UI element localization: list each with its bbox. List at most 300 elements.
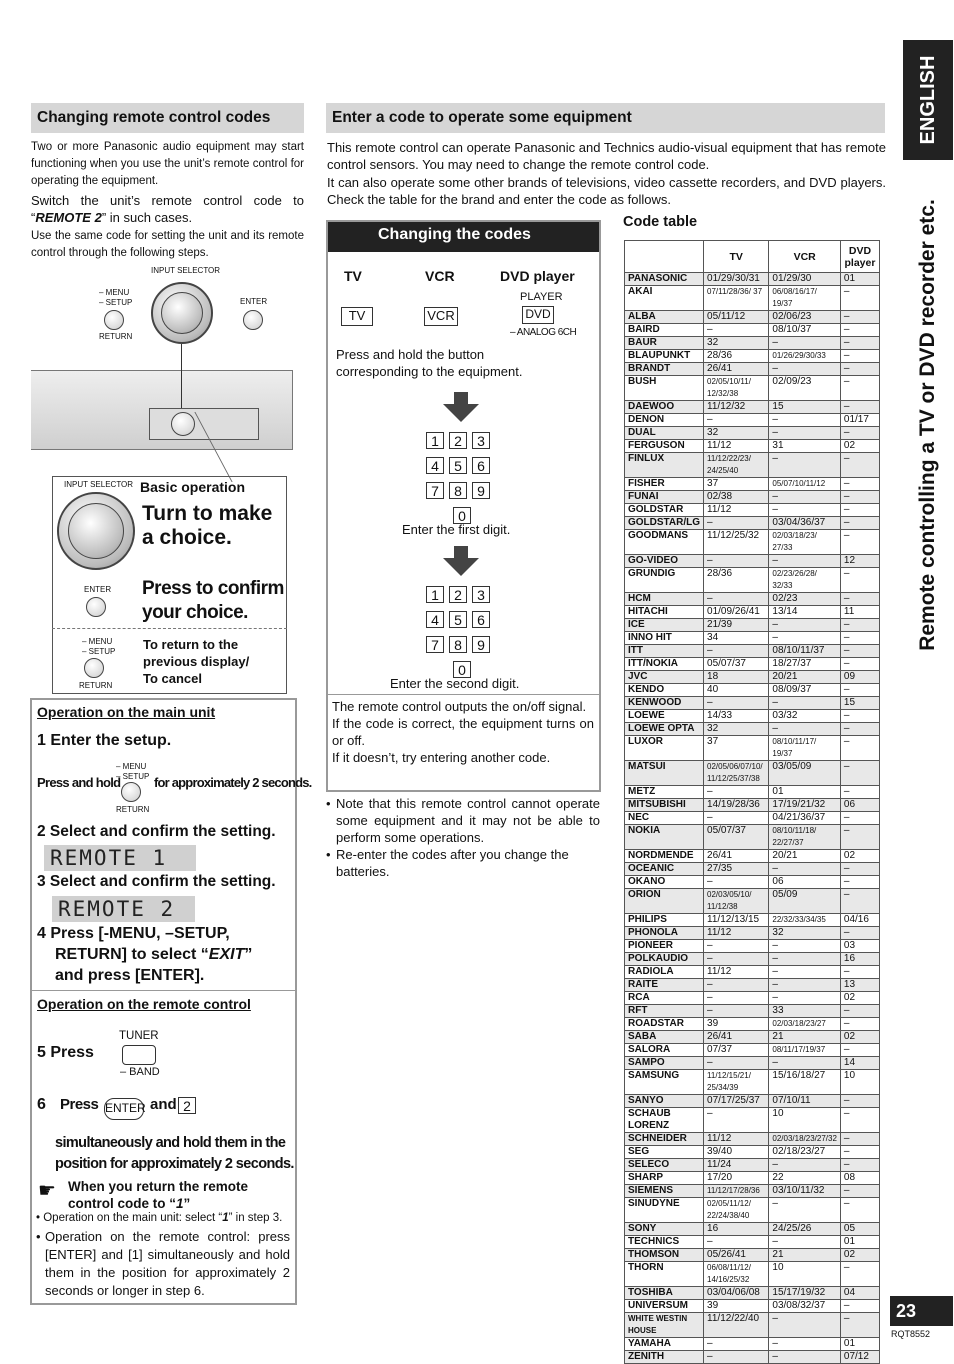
key-8[interactable]: 8 bbox=[449, 482, 467, 499]
code-cell: 02/05/10/11/ 12/32/38 bbox=[704, 376, 769, 401]
code-cell: 01 bbox=[769, 786, 841, 799]
brand-cell: SCHAUB LORENZ bbox=[625, 1108, 704, 1133]
code-cell: – bbox=[704, 517, 769, 530]
table-row bbox=[625, 350, 880, 363]
table-row bbox=[625, 825, 880, 850]
code-cell: 02/05/11/12/ 22/24/38/40 bbox=[704, 1198, 769, 1223]
code-table bbox=[624, 240, 880, 1364]
key-6[interactable]: 6 bbox=[472, 611, 490, 628]
code-cell: 08/11/17/19/37 bbox=[769, 1044, 841, 1057]
code-cell: – bbox=[704, 1005, 769, 1018]
enter-button[interactable] bbox=[243, 310, 263, 330]
remote-header: Operation on the remote control bbox=[37, 996, 251, 1012]
code-cell: 08/10/11/17/ 19/37 bbox=[769, 736, 841, 761]
basic-menu-button[interactable] bbox=[84, 658, 104, 678]
code-cell: 05/11/12 bbox=[704, 311, 769, 324]
code-cell: – bbox=[769, 979, 841, 992]
code-cell: 17/19/21/32 bbox=[769, 799, 841, 812]
key-3[interactable]: 3 bbox=[472, 432, 490, 449]
code-cell: – bbox=[769, 1338, 841, 1351]
code-cell: – bbox=[840, 1159, 879, 1172]
brand-cell: BAIRD bbox=[625, 324, 704, 337]
brand-cell: METZ bbox=[625, 786, 704, 799]
brand-cell: SAMPO bbox=[625, 1057, 704, 1070]
code-cell: 09 bbox=[840, 671, 879, 684]
key-4[interactable]: 4 bbox=[426, 611, 444, 628]
code-cell: 20/21 bbox=[769, 850, 841, 863]
code-cell: 05/07/37 bbox=[704, 825, 769, 850]
code-cell: 10 bbox=[769, 1108, 841, 1133]
key-8[interactable]: 8 bbox=[449, 636, 467, 653]
table-row bbox=[625, 1057, 880, 1070]
key-5[interactable]: 5 bbox=[449, 611, 467, 628]
vcr-button[interactable]: VCR bbox=[424, 307, 458, 326]
table-row bbox=[625, 478, 880, 491]
brand-cell: NORDMENDE bbox=[625, 850, 704, 863]
lcd-remote-2: REMOTE 2 bbox=[52, 896, 195, 922]
dvd-button[interactable]: DVD bbox=[522, 306, 554, 324]
code-cell: 11/12 bbox=[704, 927, 769, 940]
brand-cell: RFT bbox=[625, 1005, 704, 1018]
step2: 2 Select and confirm the setting. bbox=[37, 823, 276, 840]
table-row bbox=[625, 363, 880, 376]
code-cell: – bbox=[769, 363, 841, 376]
brand-cell: ICE bbox=[625, 619, 704, 632]
table-row bbox=[625, 658, 880, 671]
table-row bbox=[625, 876, 880, 889]
middle-intro-1: This remote control can operate Panasonic and Technics audio-visual equipment that has remote control sensors. You may need to change the remote control code. bbox=[327, 140, 886, 172]
code-cell: 02 bbox=[840, 850, 879, 863]
code-cell: – bbox=[840, 658, 879, 671]
brand-cell: DUAL bbox=[625, 427, 704, 440]
code-cell: 21 bbox=[769, 1249, 841, 1262]
code-cell: – bbox=[769, 414, 841, 427]
menu-setup-button[interactable] bbox=[104, 310, 124, 330]
code-cell: 33 bbox=[769, 1005, 841, 1018]
code-cell: – bbox=[769, 337, 841, 350]
code-cell: 37 bbox=[704, 478, 769, 491]
table-row bbox=[625, 453, 880, 478]
table-row bbox=[625, 1031, 880, 1044]
middle-section-header: Enter a code to operate some equipment bbox=[326, 103, 885, 133]
code-cell: 01/26/29/30/33 bbox=[769, 350, 841, 363]
code-cell: – bbox=[769, 966, 841, 979]
code-cell: 02/05/06/07/10/ 11/12/25/37/38 bbox=[704, 761, 769, 786]
code-cell: – bbox=[840, 736, 879, 761]
return-instruction: To return to the previous display/ To cancel bbox=[143, 637, 250, 686]
table-row bbox=[625, 440, 880, 453]
code-cell: 14/33 bbox=[704, 710, 769, 723]
page-number: 23 bbox=[890, 1296, 953, 1326]
table-row bbox=[625, 723, 880, 736]
code-cell: – bbox=[840, 927, 879, 940]
brand-cell: GOLDSTAR/LG bbox=[625, 517, 704, 530]
code-cell: 39/40 bbox=[704, 1146, 769, 1159]
left-para1: Two or more Panasonic audio equipment may start functioning when you use the unit’s remote control for operating the equipment. bbox=[31, 141, 304, 187]
table-row bbox=[625, 992, 880, 1005]
table-row bbox=[625, 1198, 880, 1223]
code-cell: 13 bbox=[840, 979, 879, 992]
code-cell: – bbox=[840, 876, 879, 889]
code-table-title: Code table bbox=[623, 214, 698, 230]
header-dvd: DVD player bbox=[840, 241, 879, 273]
turn-instruction: Turn to make a choice. bbox=[142, 502, 273, 549]
table-row bbox=[625, 1313, 880, 1338]
code-cell: 08/10/11/18/ 22/27/37 bbox=[769, 825, 841, 850]
code-cell: 14/19/28/36 bbox=[704, 799, 769, 812]
brand-cell: BUSH bbox=[625, 376, 704, 401]
key-2[interactable]: 2 bbox=[449, 432, 467, 449]
code-cell: 07/17/25/37 bbox=[704, 1095, 769, 1108]
table-row bbox=[625, 979, 880, 992]
code-cell: – bbox=[840, 710, 879, 723]
table-row bbox=[625, 427, 880, 440]
key-1[interactable]: 1 bbox=[426, 586, 444, 603]
table-row bbox=[625, 1249, 880, 1262]
code-table-wrapper bbox=[624, 240, 880, 1364]
code-cell: – bbox=[769, 953, 841, 966]
table-row bbox=[625, 376, 880, 401]
step1: 1 Enter the setup. bbox=[37, 732, 172, 749]
code-cell: 39 bbox=[704, 1018, 769, 1031]
code-cell: – bbox=[769, 1057, 841, 1070]
code-cell: – bbox=[704, 992, 769, 1005]
key-6[interactable]: 6 bbox=[472, 457, 490, 474]
brand-cell: OKANO bbox=[625, 876, 704, 889]
step6-and: and bbox=[150, 1096, 177, 1113]
code-cell: 26/41 bbox=[704, 850, 769, 863]
brand-cell: HCM bbox=[625, 593, 704, 606]
code-table-body bbox=[625, 273, 880, 1364]
brand-cell: NEC bbox=[625, 812, 704, 825]
code-cell: – bbox=[704, 697, 769, 710]
code-cell: 11 bbox=[840, 606, 879, 619]
code-cell: – bbox=[704, 1351, 769, 1364]
table-row bbox=[625, 761, 880, 786]
arrow-down-2-head bbox=[443, 558, 479, 576]
code-cell: 40 bbox=[704, 684, 769, 697]
brand-cell: BLAUPUNKT bbox=[625, 350, 704, 363]
code-cell: 01/17 bbox=[840, 414, 879, 427]
code-cell: – bbox=[769, 697, 841, 710]
col-tv-label: TV bbox=[344, 268, 362, 284]
code-cell: – bbox=[840, 1133, 879, 1146]
brand-cell: SCHNEIDER bbox=[625, 1133, 704, 1146]
code-cell: 32 bbox=[704, 337, 769, 350]
code-cell: 02/03/18/23/27 bbox=[769, 1018, 841, 1031]
code-cell: – bbox=[840, 593, 879, 606]
code-cell: – bbox=[840, 324, 879, 337]
code-cell: – bbox=[840, 825, 879, 850]
brand-cell: LOEWE OPTA bbox=[625, 723, 704, 736]
code-cell: – bbox=[704, 812, 769, 825]
table-row bbox=[625, 1095, 880, 1108]
brand-cell: HITACHI bbox=[625, 606, 704, 619]
code-cell: – bbox=[840, 350, 879, 363]
code-cell: 15/17/19/32 bbox=[769, 1287, 841, 1300]
code-cell: 26/41 bbox=[704, 1031, 769, 1044]
col-dvd-label: DVD player bbox=[500, 268, 575, 284]
step1-return-label: RETURN bbox=[116, 805, 150, 814]
code-cell: – bbox=[704, 940, 769, 953]
pointer-line bbox=[181, 344, 182, 408]
key-3[interactable]: 3 bbox=[472, 586, 490, 603]
code-cell: – bbox=[840, 1300, 879, 1313]
code-cell: – bbox=[769, 1236, 841, 1249]
code-cell: – bbox=[769, 555, 841, 568]
key-1[interactable]: 1 bbox=[426, 432, 444, 449]
code-cell: – bbox=[704, 786, 769, 799]
table-row bbox=[625, 1287, 880, 1300]
table-row bbox=[625, 927, 880, 940]
brand-cell: PHILIPS bbox=[625, 914, 704, 927]
note-item-2: • Re-enter the codes after you change the batteries. bbox=[326, 847, 569, 879]
basic-enter-label: ENTER bbox=[84, 585, 112, 594]
code-cell: 15/16/18/27 bbox=[769, 1070, 841, 1095]
table-row bbox=[625, 684, 880, 697]
code-cell: – bbox=[840, 311, 879, 324]
code-cell: 04/16 bbox=[840, 914, 879, 927]
code-cell: 02/06/23 bbox=[769, 311, 841, 324]
table-row bbox=[625, 1351, 880, 1364]
input-selector-knob-inner bbox=[161, 292, 203, 334]
keypad-first bbox=[426, 432, 506, 526]
code-cell: 02/38 bbox=[704, 491, 769, 504]
table-row bbox=[625, 697, 880, 710]
header-brand bbox=[625, 241, 704, 273]
key-2[interactable]: 2 bbox=[178, 1097, 196, 1114]
press-hold-instruction: Press and hold the button corresponding to the equipment. bbox=[336, 347, 523, 379]
basic-input-selector-label: INPUT SELECTOR bbox=[64, 480, 134, 489]
table-row bbox=[625, 555, 880, 568]
code-cell: – bbox=[769, 940, 841, 953]
table-row bbox=[625, 1005, 880, 1018]
code-cell: – bbox=[769, 1351, 841, 1364]
code-cell: 15 bbox=[840, 697, 879, 710]
output-divider bbox=[327, 694, 600, 695]
code-cell: 04 bbox=[840, 1287, 879, 1300]
basic-operation-title: Basic operation bbox=[140, 479, 246, 495]
arrow-down-1 bbox=[454, 392, 468, 404]
code-cell: 01 bbox=[840, 1236, 879, 1249]
code-cell: 24/25/26 bbox=[769, 1223, 841, 1236]
code-cell: – bbox=[769, 1198, 841, 1223]
table-row bbox=[625, 1185, 880, 1198]
basic-divider bbox=[52, 628, 287, 629]
brand-cell: SONY bbox=[625, 1223, 704, 1236]
code-cell: 08/09/37 bbox=[769, 684, 841, 697]
table-row bbox=[625, 632, 880, 645]
code-cell: 27/35 bbox=[704, 863, 769, 876]
brand-cell: FISHER bbox=[625, 478, 704, 491]
note-title: When you return the remote control code to “1” bbox=[68, 1179, 249, 1211]
brand-cell: SAMSUNG bbox=[625, 1070, 704, 1095]
brand-cell: DAEWOO bbox=[625, 401, 704, 414]
arrow-down-2 bbox=[454, 546, 468, 558]
basic-enter-button[interactable] bbox=[86, 597, 106, 617]
brand-cell: FUNAI bbox=[625, 491, 704, 504]
table-row bbox=[625, 324, 880, 337]
code-cell: – bbox=[840, 761, 879, 786]
code-cell: – bbox=[840, 337, 879, 350]
code-cell: – bbox=[769, 1159, 841, 1172]
table-row bbox=[625, 504, 880, 517]
brand-cell: INNO HIT bbox=[625, 632, 704, 645]
code-cell: – bbox=[840, 363, 879, 376]
brand-cell: SANYO bbox=[625, 1095, 704, 1108]
code-cell: – bbox=[840, 723, 879, 736]
code-cell: – bbox=[769, 619, 841, 632]
key-7[interactable]: 7 bbox=[426, 482, 444, 499]
fig-return-label: RETURN bbox=[99, 332, 133, 341]
code-cell: – bbox=[840, 517, 879, 530]
step1-approx: for approximately 2 seconds. bbox=[154, 775, 312, 790]
table-row bbox=[625, 606, 880, 619]
code-cell: 02/03/05/10/ 11/12/38 bbox=[704, 889, 769, 914]
doc-code: RQT8552 bbox=[891, 1329, 931, 1339]
table-row bbox=[625, 286, 880, 311]
code-cell: – bbox=[840, 1185, 879, 1198]
code-cell: – bbox=[704, 555, 769, 568]
key-9[interactable]: 9 bbox=[472, 636, 490, 653]
first-digit-caption: Enter the first digit. bbox=[402, 522, 511, 537]
key-4[interactable]: 4 bbox=[426, 457, 444, 474]
basic-input-selector-inner bbox=[68, 503, 124, 559]
brand-cell: FERGUSON bbox=[625, 440, 704, 453]
code-cell: 03/10/11/32 bbox=[769, 1185, 841, 1198]
brand-cell: SABA bbox=[625, 1031, 704, 1044]
brand-cell: GO-VIDEO bbox=[625, 555, 704, 568]
brand-cell: RCA bbox=[625, 992, 704, 1005]
code-cell: 06/08/11/12/ 14/16/25/32 bbox=[704, 1262, 769, 1287]
col-vcr-label: VCR bbox=[425, 268, 455, 284]
brand-cell: MITSUBISHI bbox=[625, 799, 704, 812]
code-cell: – bbox=[704, 953, 769, 966]
tuner-band-button[interactable] bbox=[122, 1045, 156, 1065]
brand-cell: PHONOLA bbox=[625, 927, 704, 940]
brand-cell: RAITE bbox=[625, 979, 704, 992]
table-row bbox=[625, 863, 880, 876]
brand-cell: SINUDYNE bbox=[625, 1198, 704, 1223]
arrow-down-1-head bbox=[443, 404, 479, 422]
code-cell: – bbox=[704, 979, 769, 992]
table-row bbox=[625, 593, 880, 606]
fig-menu-label: – MENU – SETUP bbox=[99, 288, 133, 307]
code-cell: – bbox=[704, 593, 769, 606]
brand-cell: SELECO bbox=[625, 1159, 704, 1172]
receiver-knob bbox=[171, 412, 195, 436]
note-list bbox=[326, 795, 600, 880]
note-bullet-2: • Operation on the remote control: press [ENTER] and [1] simultaneously and hold them in the position for approximately 2 seconds or longer in step 6. bbox=[36, 1229, 290, 1298]
code-cell: 11/12 bbox=[704, 966, 769, 979]
code-cell: – bbox=[840, 812, 879, 825]
lcd-remote-1: REMOTE 1 bbox=[44, 845, 196, 871]
vertical-title-text: Remote controlling a TV or DVD recorder etc. bbox=[916, 199, 939, 651]
table-row bbox=[625, 812, 880, 825]
code-cell: – bbox=[769, 863, 841, 876]
code-cell: 01/29/30/31 bbox=[704, 273, 769, 286]
code-cell: – bbox=[704, 645, 769, 658]
code-cell: 37 bbox=[704, 736, 769, 761]
step1-menu-button[interactable] bbox=[121, 782, 141, 802]
table-row bbox=[625, 710, 880, 723]
player-label: PLAYER bbox=[520, 291, 563, 303]
code-cell: 16 bbox=[704, 1223, 769, 1236]
enter-key[interactable]: ENTER bbox=[104, 1098, 144, 1120]
table-row bbox=[625, 1044, 880, 1057]
code-cell: – bbox=[840, 1313, 879, 1338]
key-9[interactable]: 9 bbox=[472, 482, 490, 499]
table-row bbox=[625, 311, 880, 324]
brand-cell: OCEANIC bbox=[625, 863, 704, 876]
code-cell: 07/37 bbox=[704, 1044, 769, 1057]
code-cell: 18 bbox=[704, 671, 769, 684]
key-0[interactable]: 0 bbox=[453, 507, 471, 524]
table-row bbox=[625, 1338, 880, 1351]
table-row bbox=[625, 1236, 880, 1249]
code-cell: – bbox=[769, 504, 841, 517]
code-cell: – bbox=[840, 966, 879, 979]
brand-cell: BRANDT bbox=[625, 363, 704, 376]
key-5[interactable]: 5 bbox=[449, 457, 467, 474]
code-cell: – bbox=[840, 453, 879, 478]
code-cell: – bbox=[840, 427, 879, 440]
tv-button[interactable]: TV bbox=[341, 307, 373, 326]
table-row bbox=[625, 401, 880, 414]
code-cell: 03/05/09 bbox=[769, 761, 841, 786]
code-cell: – bbox=[840, 504, 879, 517]
code-cell: – bbox=[840, 684, 879, 697]
code-cell: 03/04/36/37 bbox=[769, 517, 841, 530]
code-cell: – bbox=[840, 1005, 879, 1018]
brand-cell: SIEMENS bbox=[625, 1185, 704, 1198]
brand-cell: ROADSTAR bbox=[625, 1018, 704, 1031]
brand-cell: TECHNICS bbox=[625, 1236, 704, 1249]
code-cell: 39 bbox=[704, 1300, 769, 1313]
brand-cell: GOODMANS bbox=[625, 530, 704, 555]
brand-cell: JVC bbox=[625, 671, 704, 684]
code-cell: 10 bbox=[840, 1070, 879, 1095]
code-cell: 06/08/16/17/ 19/37 bbox=[769, 286, 841, 311]
code-cell: 32 bbox=[769, 927, 841, 940]
key-7[interactable]: 7 bbox=[426, 636, 444, 653]
code-cell: – bbox=[769, 1313, 841, 1338]
brand-cell: SEG bbox=[625, 1146, 704, 1159]
language-tab-label: ENGLISH bbox=[917, 55, 939, 145]
code-cell: – bbox=[840, 568, 879, 593]
table-row bbox=[625, 1070, 880, 1095]
code-cell: – bbox=[840, 401, 879, 414]
fig-enter-label: ENTER bbox=[240, 297, 268, 306]
code-cell: 11/12/22/40 bbox=[704, 1313, 769, 1338]
code-cell: 11/12/25/32 bbox=[704, 530, 769, 555]
second-digit-caption: Enter the second digit. bbox=[390, 676, 520, 691]
code-cell: 02/18/23/27 bbox=[769, 1146, 841, 1159]
key-0[interactable]: 0 bbox=[453, 661, 471, 678]
main-unit-header: Operation on the main unit bbox=[37, 704, 216, 720]
code-cell: – bbox=[704, 324, 769, 337]
key-2[interactable]: 2 bbox=[449, 586, 467, 603]
brand-cell: LOEWE bbox=[625, 710, 704, 723]
middle-intro-2: It can also operate some other brands of televisions, video cassette recorders, and DVD players. Check the table for the brand and enter the code as follows. bbox=[327, 175, 886, 207]
table-row bbox=[625, 850, 880, 863]
output-text: The remote control outputs the on/off signal. If the code is correct, the equipment turns on or off. If it doesn’t, try entering another code. bbox=[332, 699, 594, 765]
code-cell: 11/12/17/28/36 bbox=[704, 1185, 769, 1198]
code-cell: 02/23 bbox=[769, 593, 841, 606]
code-cell: – bbox=[704, 1108, 769, 1133]
table-row bbox=[625, 1159, 880, 1172]
brand-cell: GOLDSTAR bbox=[625, 504, 704, 517]
